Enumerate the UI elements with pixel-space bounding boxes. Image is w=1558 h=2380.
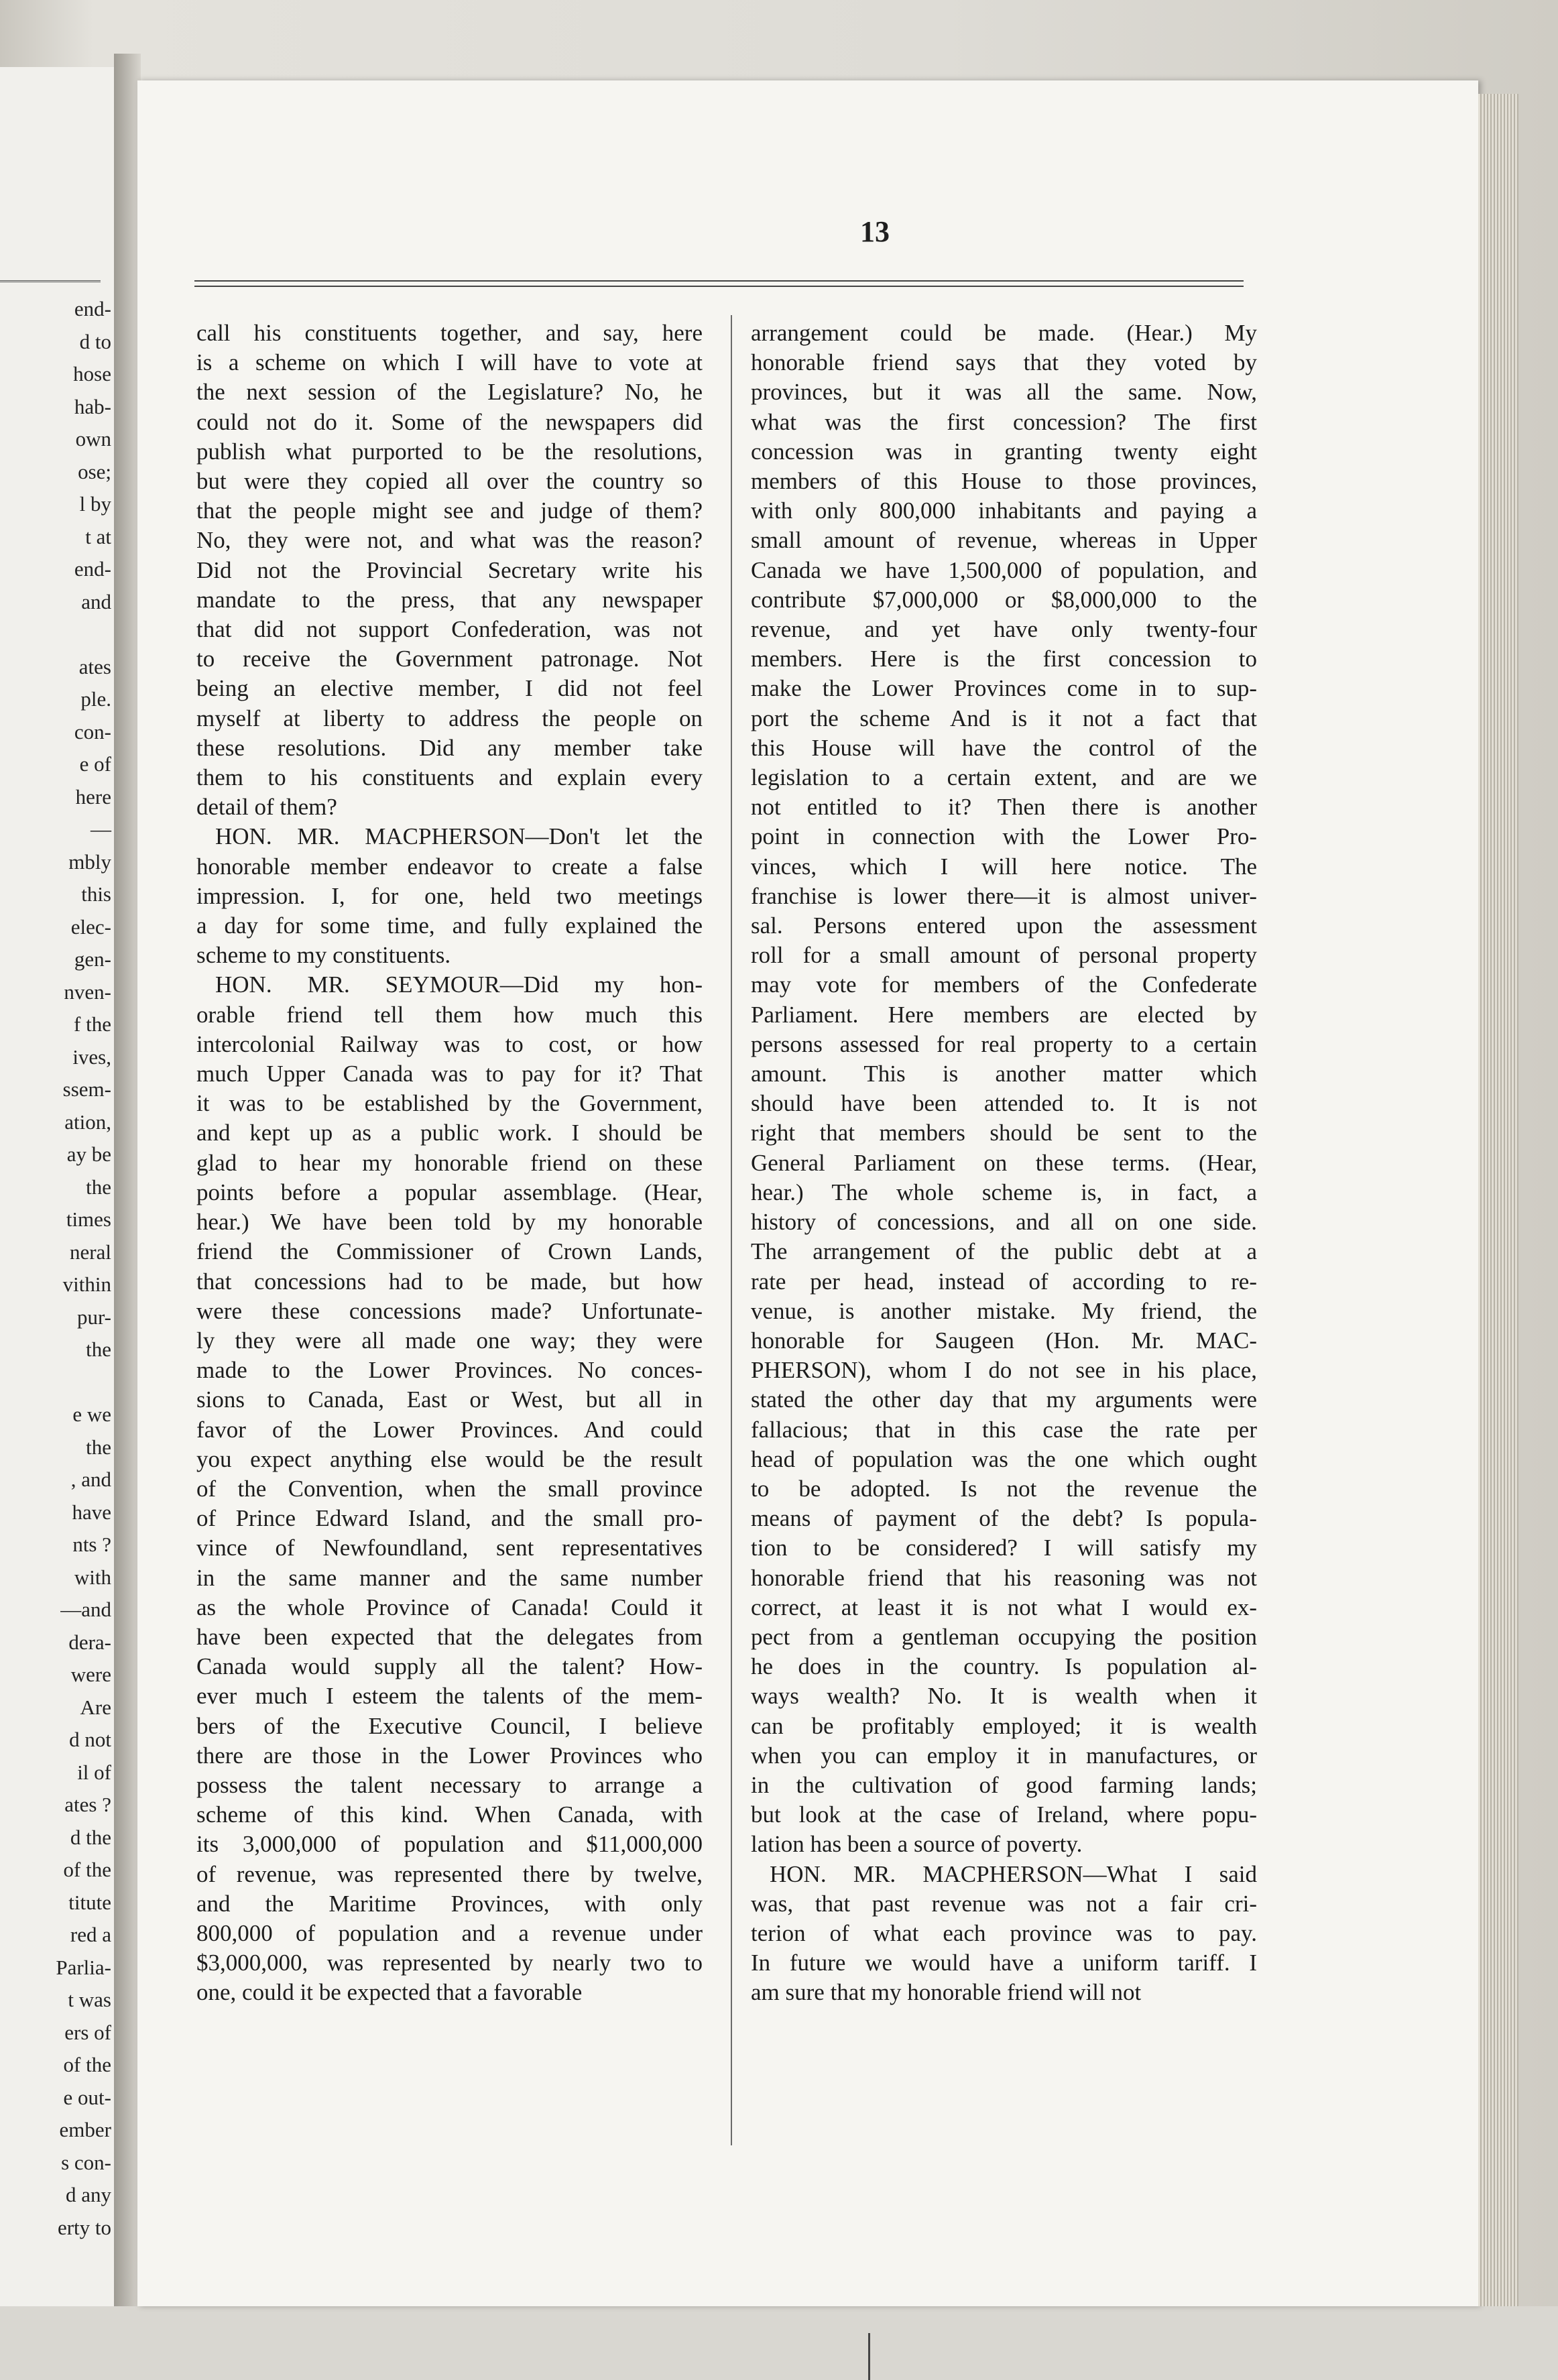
text-line: small amount of revenue, whereas in Upper <box>751 527 1257 554</box>
text-line: and kept up as a public work. I should be <box>196 1120 703 1146</box>
text-line: Canada would supply all the talent? How- <box>196 1653 703 1680</box>
left-page-text-fragment: elec- <box>70 914 111 939</box>
text-line: detail of them? <box>196 794 337 821</box>
left-page-text-fragment: ives, <box>72 1045 111 1069</box>
left-page-text-fragment: the <box>86 1175 111 1199</box>
left-page-text-fragment: s con- <box>61 2150 111 2174</box>
text-line: but look at the case of Ireland, where popu- <box>751 1801 1257 1828</box>
left-page-text-fragment: own <box>75 427 111 451</box>
left-page-text-fragment: —and <box>60 1598 111 1621</box>
text-line: possess the talent necessary to arrange a <box>196 1771 703 1798</box>
text-line: fallacious; that in this case the rate per <box>751 1416 1257 1443</box>
text-line: 800,000 of population and a revenue under <box>196 1919 703 1946</box>
left-page-text-fragment: nven- <box>64 979 111 1004</box>
left-page-text-fragment: vithin <box>62 1272 111 1296</box>
text-line: hear.) The whole scheme is, in fact, a <box>751 1179 1257 1205</box>
left-page-text-fragment: d not <box>69 1728 111 1751</box>
text-line: concession was in granting twenty eight <box>751 438 1257 465</box>
text-line: vinces, which I will here notice. The <box>751 853 1257 880</box>
left-page-text-fragment: l by <box>79 492 111 516</box>
text-line: should have been attended to. It is not <box>751 1090 1257 1117</box>
text-line: ever much I esteem the talents of the mem- <box>196 1683 703 1710</box>
left-page-text-fragment: ers of <box>64 2020 111 2044</box>
text-line: HON. MR. MACPHERSON—Don't let the <box>215 823 703 850</box>
text-line: amount. This is another matter which <box>751 1061 1257 1087</box>
text-line: rate per head, instead of according to re- <box>751 1268 1257 1295</box>
left-page-text-fragment: of the <box>63 1858 111 1881</box>
text-line: PHERSON), whom I do not see in his place, <box>751 1357 1257 1384</box>
left-page-text-fragment: gen- <box>74 947 111 971</box>
text-line: Did not the Provincial Secretary write his <box>196 556 703 583</box>
text-line: history of concessions, and all on one side. <box>751 1209 1257 1236</box>
text-line: may vote for members of the Confederate <box>751 971 1257 998</box>
text-line: not entitled to it? Then there is another <box>751 794 1257 821</box>
text-line: honorable friend that his reasoning was not <box>751 1564 1257 1591</box>
text-line: much Upper Canada was to pay for it? That <box>196 1061 703 1087</box>
text-line: honorable for Saugeen (Hon. Mr. MAC- <box>751 1327 1257 1354</box>
text-line: myself at liberty to address the people on <box>196 705 703 731</box>
left-page-text-fragment: pur- <box>76 1305 111 1329</box>
left-page-text-fragment: were <box>70 1663 111 1686</box>
text-line: it was to be established by the Government, <box>196 1090 703 1117</box>
text-line: $3,000,000, was represented by nearly two to <box>196 1950 703 1976</box>
page-edges <box>1478 94 1518 2306</box>
text-line: to receive the Government patronage. Not <box>196 646 703 672</box>
left-page-text-fragment: erty to <box>57 2215 111 2239</box>
text-line: pect from a gentleman occupying the position <box>751 1623 1257 1650</box>
text-line: terion of what each province was to pay. <box>751 1919 1257 1946</box>
text-line: make the Lower Provinces come in to sup- <box>751 675 1257 702</box>
text-line: HON. MR. MACPHERSON—What I said <box>770 1860 1257 1887</box>
text-line: a day for some time, and fully explained the <box>196 912 703 939</box>
text-line: when you can employ it in manufactures, or <box>751 1742 1257 1769</box>
left-page-text-fragment: d any <box>65 2183 111 2206</box>
left-page-text-fragment: dera- <box>68 1630 111 1654</box>
text-line: arrangement could be made. (Hear.) My <box>751 320 1257 346</box>
left-page-text-fragment: t was <box>68 1988 111 2011</box>
text-line: General Parliament on these terms. (Hear, <box>751 1149 1257 1176</box>
text-line: its 3,000,000 of population and $11,000,000 <box>196 1831 703 1858</box>
page-number: 13 <box>860 215 890 248</box>
text-line: members of this House to those provinces, <box>751 468 1257 495</box>
text-line: bers of the Executive Council, I believe <box>196 1712 703 1739</box>
left-page-text-fragment: neral <box>70 1240 111 1264</box>
left-page-text-fragment: f the <box>74 1012 111 1036</box>
text-line: glad to hear my honorable friend on these <box>196 1149 703 1176</box>
text-line: HON. MR. SEYMOUR—Did my hon- <box>215 971 703 998</box>
left-page-text-fragment: of the <box>63 2053 111 2076</box>
left-page-text-fragment: ation, <box>64 1110 111 1134</box>
text-line: ly they were all made one way; they were <box>196 1327 703 1354</box>
left-page-text-fragment: d to <box>79 329 111 353</box>
left-page-text-fragment: have <box>72 1500 111 1524</box>
text-line: venue, is another mistake. My friend, the <box>751 1297 1257 1324</box>
text-line: that did not support Confederation, was not <box>196 616 703 643</box>
text-line: honorable member endeavor to create a false <box>196 853 703 880</box>
text-line: can be profitably employed; it is wealth <box>751 1712 1257 1739</box>
text-line: these resolutions. Did any member take <box>196 734 703 761</box>
left-page-text-fragment: t at <box>85 524 111 548</box>
text-line: members. Here is the first concession to <box>751 646 1257 672</box>
text-line: ways wealth? No. It is wealth when it <box>751 1683 1257 1710</box>
text-line: vince of Newfoundland, sent representatives <box>196 1535 703 1561</box>
left-page-text-fragment: ssem- <box>62 1077 111 1101</box>
text-line: is a scheme on which I will have to vote at <box>196 349 703 376</box>
left-page-text-fragment: e out- <box>63 2085 111 2109</box>
left-page-text-fragment: this <box>81 882 111 906</box>
left-page-text-fragment: end- <box>74 557 111 581</box>
text-line: call his constituents together, and say, here <box>196 320 703 346</box>
left-page-text-fragment: with <box>74 1565 111 1589</box>
text-line: right that members should be sent to the <box>751 1120 1257 1146</box>
text-line: impression. I, for one, held two meetings <box>196 882 703 909</box>
book-page <box>137 80 1478 2306</box>
text-line: could not do it. Some of the newspapers did <box>196 408 703 435</box>
left-page-text-fragment: d the <box>70 1825 111 1849</box>
text-line: as the whole Province of Canada! Could it <box>196 1594 703 1620</box>
text-line: correct, at least it is not what I would ex- <box>751 1594 1257 1620</box>
left-page-text-fragment: the <box>86 1435 111 1459</box>
text-line: provinces, but it was all the same. Now, <box>751 379 1257 406</box>
text-line: in the cultivation of good farming lands; <box>751 1771 1257 1798</box>
text-line: publish what purported to be the resolutions, <box>196 438 703 465</box>
text-line: there are those in the Lower Provinces who <box>196 1742 703 1769</box>
text-line: of Prince Edward Island, and the small pro- <box>196 1505 703 1532</box>
text-line: tion to be considered? I will satisfy my <box>751 1535 1257 1561</box>
left-page-rule <box>0 280 101 282</box>
left-page-text-fragment: times <box>66 1207 111 1231</box>
text-line: them to his constituents and explain every <box>196 764 703 791</box>
text-line: in the same manner and the same number <box>196 1564 703 1591</box>
text-line: one, could it be expected that a favorable <box>196 1979 583 2006</box>
text-line: favor of the Lower Provinces. And could <box>196 1416 703 1443</box>
text-line: legislation to a certain extent, and are we <box>751 764 1257 791</box>
text-line: franchise is lower there—it is almost univer- <box>751 882 1257 909</box>
left-page-text-fragment: ates <box>78 654 111 678</box>
text-line: of the Convention, when the small province <box>196 1475 703 1502</box>
left-page-text-fragment: nts ? <box>72 1533 111 1556</box>
text-line: point in connection with the Lower Pro- <box>751 823 1257 850</box>
text-line: intercolonial Railway was to cost, or how <box>196 1030 703 1057</box>
book-gutter <box>114 54 141 2306</box>
text-line: points before a popular assemblage. (Hear, <box>196 1179 703 1205</box>
text-line: scheme of this kind. When Canada, with <box>196 1801 703 1828</box>
text-line: Parliament. Here members are elected by <box>751 1001 1257 1028</box>
text-line: that concessions had to be made, but how <box>196 1268 703 1295</box>
text-line: scheme to my constituents. <box>196 942 451 969</box>
left-page-text-fragment: ose; <box>78 459 111 483</box>
text-line: head of population was the one which ought <box>751 1445 1257 1472</box>
left-page-text-fragment: e we <box>72 1403 111 1426</box>
text-line: contribute $7,000,000 or $8,000,000 to the <box>751 586 1257 613</box>
bottom-mark <box>868 2333 878 2380</box>
text-line: what was the first concession? The first <box>751 408 1257 435</box>
left-page-text-fragment: ates ? <box>64 1793 111 1816</box>
left-page-text-fragment: ple. <box>80 687 111 711</box>
text-line: hear.) We have been told by my honorable <box>196 1209 703 1236</box>
text-line: roll for a small amount of personal property <box>751 942 1257 969</box>
left-page-text-fragment: mbly <box>68 849 111 874</box>
text-line: revenue, and yet have only twenty-four <box>751 616 1257 643</box>
text-line: lation has been a source of poverty. <box>751 1831 1083 1858</box>
text-line: and the Maritime Provinces, with only <box>196 1890 703 1917</box>
left-page-text-fragment: the <box>86 1337 111 1361</box>
left-page-text-fragment: il of <box>77 1760 111 1784</box>
text-line: made to the Lower Provinces. No conces- <box>196 1357 703 1384</box>
text-line: means of payment of the debt? Is popula- <box>751 1505 1257 1532</box>
left-page-text-fragment: ay be <box>66 1142 111 1166</box>
column-divider <box>731 315 732 2145</box>
text-line: No, they were not, and what was the reason? <box>196 527 703 554</box>
text-line: was, that past revenue was not a fair cri- <box>751 1890 1257 1917</box>
text-line: orable friend tell them how much this <box>196 1001 703 1028</box>
left-page-text-fragment: Parlia- <box>56 1955 111 1979</box>
left-page-text-fragment: hab- <box>74 394 111 418</box>
text-line: The arrangement of the public debt at a <box>751 1238 1257 1265</box>
left-page-text-fragment: and <box>81 589 111 613</box>
left-page-text-fragment: red a <box>70 1923 111 1946</box>
text-line: of revenue, was represented there by twelve, <box>196 1860 703 1887</box>
text-line: honorable friend says that they voted by <box>751 349 1257 376</box>
text-line: the next session of the Legislature? No, he <box>196 379 703 406</box>
left-page-fragment <box>0 67 115 2306</box>
text-line: being an elective member, I did not feel <box>196 675 703 702</box>
text-line: were these concessions made? Unfortunate- <box>196 1297 703 1324</box>
header-rule <box>194 280 1244 287</box>
text-line: stated the other day that my arguments were <box>751 1386 1257 1413</box>
text-line: have been expected that the delegates from <box>196 1623 703 1650</box>
text-line: sions to Canada, East or West, but all in <box>196 1386 703 1413</box>
text-line: with only 800,000 inhabitants and paying a <box>751 497 1257 524</box>
text-line: port the scheme And is it not a fact that <box>751 705 1257 731</box>
left-page-text-fragment: e of <box>79 752 111 776</box>
text-line: mandate to the press, that any newspaper <box>196 586 703 613</box>
text-line: you expect anything else would be the result <box>196 1445 703 1472</box>
left-page-text-fragment: con- <box>74 719 111 743</box>
left-column <box>196 318 703 2008</box>
text-line: that the people might see and judge of them? <box>196 497 703 524</box>
text-line: he does in the country. Is population al- <box>751 1653 1257 1680</box>
text-line: to be adopted. Is not the revenue the <box>751 1475 1257 1502</box>
text-line: sal. Persons entered upon the assessment <box>751 912 1257 939</box>
text-line: this House will have the control of the <box>751 734 1257 761</box>
left-page-text-fragment: — <box>91 817 111 841</box>
left-page-text-fragment: hose <box>73 362 111 385</box>
left-page-text-fragment: , and <box>70 1468 111 1491</box>
left-page-text-fragment: end- <box>74 297 111 320</box>
left-page-text-fragment: ember <box>59 2118 111 2141</box>
text-line: am sure that my honorable friend will not <box>751 1979 1142 2006</box>
left-page-text-fragment: here <box>75 784 111 809</box>
right-column <box>751 318 1257 2008</box>
text-line: but were they copied all over the country so <box>196 468 703 495</box>
left-page-text-fragment: titute <box>68 1890 111 1914</box>
left-page-text-fragment: Are <box>80 1695 111 1719</box>
text-line: In future we would have a uniform tariff. I <box>751 1950 1257 1976</box>
text-line: persons assessed for real property to a certain <box>751 1030 1257 1057</box>
text-line: Canada we have 1,500,000 of population, and <box>751 556 1257 583</box>
text-line: friend the Commissioner of Crown Lands, <box>196 1238 703 1265</box>
